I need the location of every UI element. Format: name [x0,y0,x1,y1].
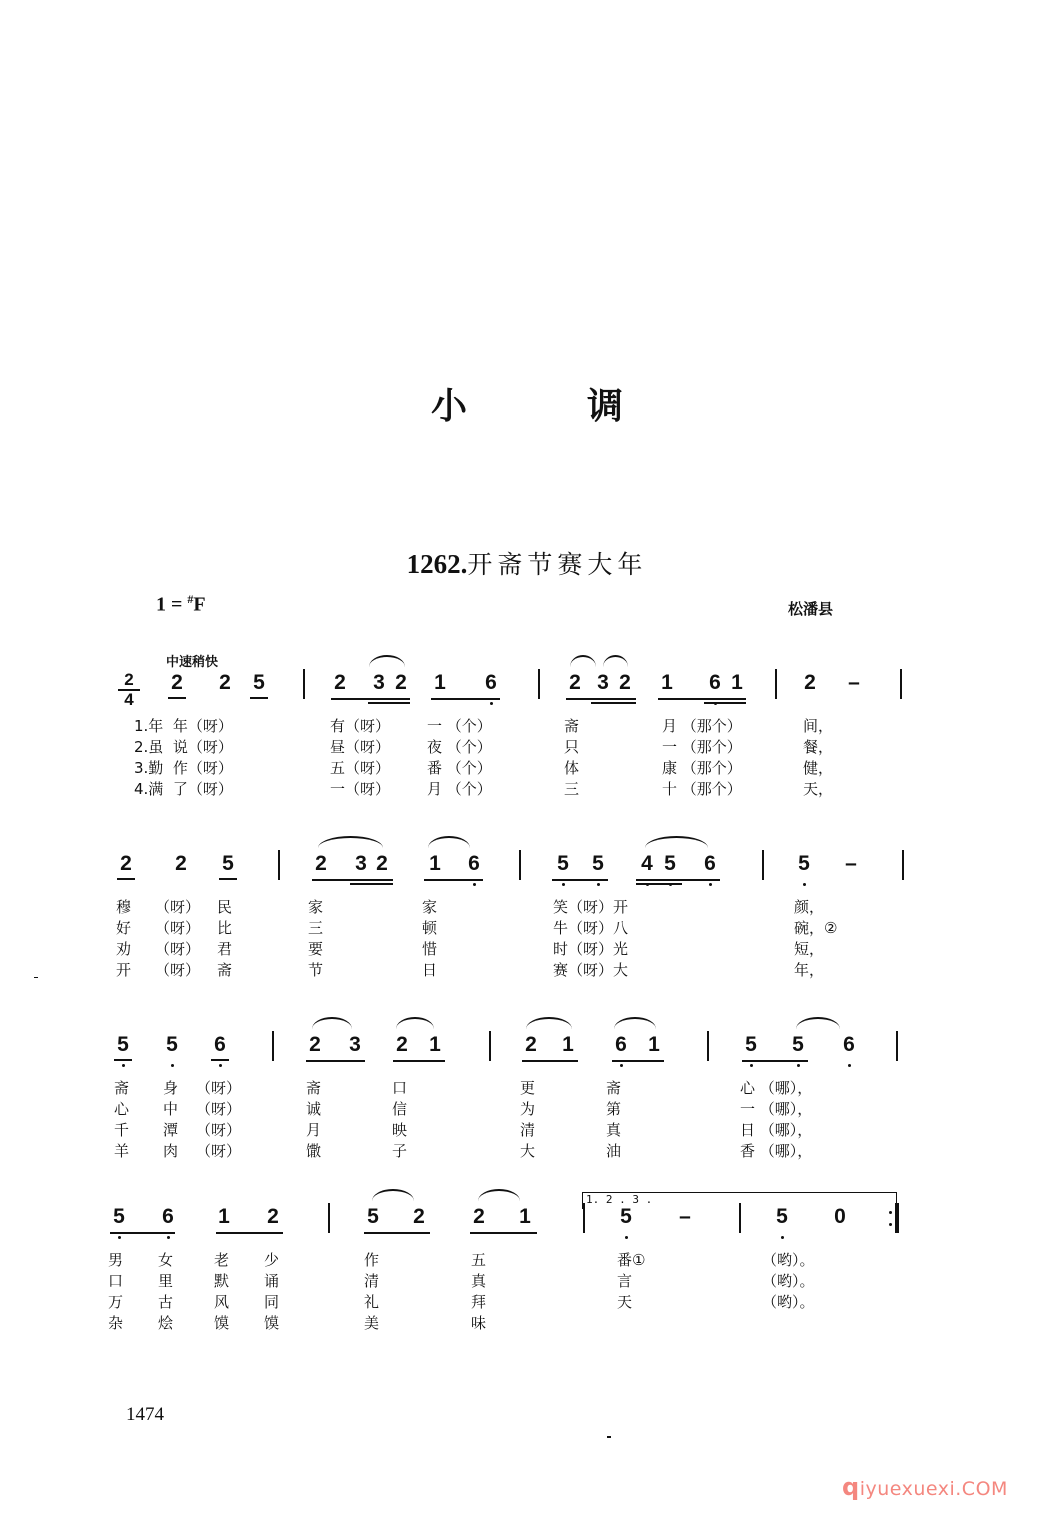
lyric-line: 油 [606,1142,622,1160]
underline-beam [331,698,410,700]
note: 2 [395,671,407,694]
lyric-column [163,1078,178,1162]
underline-beam [704,702,746,704]
note: 6 [162,1205,174,1228]
lyric-line: 三 [564,780,580,798]
lyric-line: 日 （哪）， [740,1121,813,1139]
note: 5 [792,1033,804,1056]
lyric-line: 餐， [803,738,834,756]
lyric-line: 杂 [108,1314,124,1332]
lyric-line: 短， [794,940,825,958]
lyric-line: 香 （哪）， [740,1142,813,1160]
underline-beam [216,1232,283,1234]
note: 3 [349,1033,361,1056]
slur-arc [796,1017,840,1029]
lyric-column [217,897,232,981]
barline [278,850,280,880]
lyric-line: 万 [108,1293,124,1311]
note: – [848,671,860,694]
note: – [845,852,857,875]
lyric-line: 千 [114,1121,130,1139]
octave-dot-below [562,883,565,886]
note: 5 [776,1205,788,1228]
lyric-line: 古 [158,1293,174,1311]
lyric-column [422,897,437,981]
note: 6 [211,1033,229,1057]
note: 5 [250,671,268,695]
lyric-line: 节 [308,961,324,979]
lyric-line: 诚 [306,1100,322,1118]
note: 2 [376,852,388,875]
barline [303,669,305,699]
lyric-column [392,1078,407,1162]
lyric-line: （呀） [196,1100,242,1118]
lyric-line: （哟）。 [762,1272,815,1290]
lyric-column [803,716,833,800]
slur-arc [614,1017,656,1029]
region-label: 松潘县 [788,600,834,618]
lyric-column [158,1250,173,1334]
underline-beam [522,1060,578,1062]
lyric-line: 拜 [471,1293,487,1311]
lyric-line: （呀） [196,1142,242,1160]
barline [538,669,540,699]
lyric-column [762,1250,815,1334]
lyric-column [330,716,390,800]
barline [328,1203,330,1233]
lyric-line: 口 [108,1272,124,1290]
lyric-line: 老 [214,1251,230,1269]
note: 4 [641,852,653,875]
barline [775,669,777,699]
octave-dot-below [118,1236,121,1239]
lyric-line: 一（呀） [330,780,391,798]
sharp-icon: # [187,592,194,606]
lyric-line: 体 [564,759,580,777]
repeat-dot [889,1223,892,1226]
time-signature [118,672,140,708]
lyric-column [306,1078,321,1162]
barline [762,850,764,880]
lyric-line [762,1313,815,1334]
lyric-column [427,716,492,800]
note: – [679,1205,691,1228]
note: 5 [219,852,237,876]
lyric-line: 牛（呀）八 [553,919,629,937]
lyric-line: （哟）。 [762,1251,815,1269]
slur-arc [396,1017,434,1029]
lyric-line: 清 [520,1121,536,1139]
lyric-line: 真 [471,1272,487,1290]
barline [896,1031,898,1061]
lyric-line: 美 [364,1314,380,1332]
lyric-line: 颜， [794,898,825,916]
lyric-line: 默 [214,1272,230,1290]
lyric-column [520,1078,535,1162]
lyric-line: 一 （个） [427,717,492,735]
octave-dot-below [490,702,493,705]
note: 6 [485,671,497,694]
slur-arc [428,836,470,848]
lyric-column [214,1250,229,1334]
lyric-line: 日 [422,961,438,979]
lyric-column [364,1250,379,1334]
lyric-line: 男 [108,1251,124,1269]
lyric-line: 时（呀）光 [553,940,629,958]
lyric-line: 碗，② [794,919,838,937]
lyric-line: 馍 [214,1314,230,1332]
note: 2 [396,1033,408,1056]
lyric-line: 五 [471,1251,487,1269]
time-sig-bottom: 4 [124,690,134,709]
underline-beam [566,698,636,700]
lyric-line: 映 [392,1121,408,1139]
note: 2 [619,671,631,694]
note: 1 [519,1205,531,1228]
note: 2 [267,1205,279,1228]
note: 2 [219,671,231,694]
lyric-line: 作 [364,1251,380,1269]
lyric-line: 斋 [564,717,580,735]
octave-dot-below [473,883,476,886]
underline-beam [424,879,483,881]
lyric-line: （呀） [155,940,201,958]
lyric-line: 赛（呀）大 [553,961,629,979]
lyric-column [740,1078,812,1162]
octave-dot-below [171,1064,174,1067]
note: 6 [615,1033,627,1056]
key-note: F [193,593,206,616]
note: 5 [557,852,569,875]
note: 2 [804,671,816,694]
lyric-line: 月 [306,1121,322,1139]
scan-speck [34,977,38,978]
lyric-line: 第 [606,1100,622,1118]
lyric-column [155,897,200,981]
lyric-line: （哟）。 [762,1293,815,1311]
lyric-line: 要 [308,940,324,958]
lyric-line: 比 [217,919,233,937]
note: 5 [798,852,810,875]
octave-dot-below [709,883,712,886]
lyric-line [617,1313,645,1334]
note: 6 [709,671,721,694]
lyric-line: 劝 [116,940,132,958]
lyric-line: 子 [392,1142,408,1160]
time-sig-top: 2 [124,670,134,689]
note: 6 [468,852,480,875]
note: 5 [592,852,604,875]
underline-beam [110,1232,175,1234]
lyric-line: 口 [392,1079,408,1097]
repeat-dot [889,1211,892,1214]
lyric-column [116,897,131,981]
octave-dot-below [848,1064,851,1067]
lyric-line: 君 [217,940,233,958]
note: 1 [648,1033,660,1056]
lyric-line: 馓 [306,1142,322,1160]
lyric-line: 礼 [364,1293,380,1311]
lyric-line: 3.勤 作（呀） [134,759,233,777]
key-signature [156,592,206,617]
tempo-marking: 中速稍快 [166,655,219,670]
key-prefix: 1 = [156,593,188,616]
underline-beam [306,1060,365,1062]
lyric-line: 健， [803,759,834,777]
lyric-line: （呀） [196,1121,242,1139]
lyric-line: 穆 [116,898,132,916]
lyric-line: 月 （那个） [662,717,742,735]
lyric-line: 信 [392,1100,408,1118]
note: 5 [664,852,676,875]
slur-arc [526,1017,572,1029]
lyric-column [617,1250,645,1334]
slur-arc [603,655,628,667]
underline-beam [431,698,500,700]
note: 2 [309,1033,321,1056]
note: 1 [562,1033,574,1056]
slur-arc [318,836,383,848]
lyric-line: 一 （那个） [662,738,742,756]
slur-arc [372,1189,414,1201]
lyric-line: 惜 [422,940,438,958]
lyric-line: 一 （哪）， [740,1100,813,1118]
octave-dot-below [620,1064,623,1067]
note: 2 [413,1205,425,1228]
note: 0 [834,1205,846,1228]
note: 3 [597,671,609,694]
lyric-line: 天 [617,1293,633,1311]
lyric-line: 笑（呀）开 [553,898,629,916]
watermark-text: iyuexuexi.COM [859,1478,1008,1500]
lyric-line: 4.满 了（呀） [134,780,233,798]
note: 5 [367,1205,379,1228]
lyric-line: （呀） [196,1079,242,1097]
slur-arc [312,1017,352,1029]
lyric-line: （呀） [155,919,201,937]
lyric-column [308,897,323,981]
barline [900,669,902,699]
octave-dot-below [219,1064,222,1067]
section-title-char-1: 小 [430,386,467,427]
lyric-line: 十 （那个） [662,780,742,798]
note: 5 [166,1033,178,1056]
octave-dot-below [597,883,600,886]
lyric-line: 身 [163,1079,179,1097]
note: 1 [434,671,446,694]
lyric-column [662,716,742,800]
lyric-line: 只 [564,738,580,756]
note: 1 [731,671,743,694]
lyric-line: 真 [606,1121,622,1139]
underline-beam [636,883,682,885]
lyric-line: 肉 [163,1142,179,1160]
lyric-line: 言 [617,1272,633,1290]
lyric-line: 年， [794,961,825,979]
note: 1 [429,1033,441,1056]
lyric-line: 家 [308,898,324,916]
octave-dot-below [797,1064,800,1067]
underline-beam [612,1060,664,1062]
lyric-line: 更 [520,1079,536,1097]
lyric-line: 清 [364,1272,380,1290]
octave-dot-below [167,1236,170,1239]
note: 6 [843,1033,855,1056]
underline-beam [591,702,636,704]
lyric-line: 中 [163,1100,179,1118]
note: 2 [569,671,581,694]
lyric-line: 月 （个） [427,780,492,798]
lyric-column [564,716,579,800]
lyric-line: 好 [116,919,132,937]
note: 5 [114,1033,132,1057]
octave-dot-below [803,883,806,886]
barline [272,1031,274,1061]
lyric-line: 心 （哪）， [740,1079,813,1097]
slur-arc [570,655,596,667]
lyric-line: 昼（呀） [330,738,391,756]
slur-arc [645,836,708,848]
lyric-line: 斋 [114,1079,130,1097]
octave-dot-below [781,1236,784,1239]
lyric-line: 有（呀） [330,717,391,735]
note: 2 [315,852,327,875]
song-name: 开斋节赛大年 [467,550,648,579]
lyric-line: 五（呀） [330,759,391,777]
lyric-line: 潭 [163,1121,179,1139]
underline-beam [364,1232,430,1234]
lyric-line: 1.年 年（呀） [134,717,233,735]
lyric-line: 大 [520,1142,536,1160]
lyric-line: 番 （个） [427,759,492,777]
lyric-line: 2.虽 说（呀） [134,738,233,756]
note: 1 [218,1205,230,1228]
note: 6 [704,852,716,875]
lyric-line: 女 [158,1251,174,1269]
lyric-line: 间， [803,717,834,735]
barline [519,850,521,880]
volta-bracket: 1. 2 . 3 . [582,1192,897,1209]
lyric-line: 味 [471,1314,487,1332]
lyric-line: 少 [264,1251,280,1269]
lyric-column [553,897,628,981]
note: 5 [113,1205,125,1228]
underline-beam [393,1060,445,1062]
lyric-line: 天， [803,780,834,798]
lyric-line: 夜 （个） [427,738,492,756]
section-title [0,378,1054,429]
song-number: 1262. [406,549,468,579]
note: 2 [168,671,186,695]
barline [707,1031,709,1061]
lyric-line: 同 [264,1293,280,1311]
lyric-column [606,1078,621,1162]
underline-beam [368,702,410,704]
note: 1 [661,671,673,694]
lyric-line: 顿 [422,919,438,937]
barline [489,1031,491,1061]
octave-dot-below [750,1064,753,1067]
octave-dot-below [122,1064,125,1067]
lyric-column [794,897,837,981]
lyric-line: 番① [617,1251,646,1269]
note: 1 [429,852,441,875]
lyric-line: 为 [520,1100,536,1118]
note: 2 [525,1033,537,1056]
lyric-line: 羊 [114,1142,130,1160]
lyric-column [108,1250,123,1334]
lyric-column [114,1078,129,1162]
lyric-line: 民 [217,898,233,916]
lyric-line: 斋 [606,1079,622,1097]
lyric-column [134,716,233,800]
page-number: 1474 [126,1404,164,1425]
lyric-line: 斋 [306,1079,322,1097]
underline-beam [658,698,746,700]
note: 5 [745,1033,757,1056]
underline-beam [552,879,608,881]
slur-arc [478,1189,520,1201]
lyric-column [196,1078,241,1162]
note: 2 [473,1205,485,1228]
lyric-line: 康 （那个） [662,759,742,777]
lyric-line: 里 [158,1272,174,1290]
lyric-line: 斋 [217,961,233,979]
watermark [842,1473,1008,1501]
lyric-line: 烩 [158,1314,174,1332]
lyric-line: （呀） [155,961,201,979]
note: 2 [175,852,187,875]
lyric-column [264,1250,279,1334]
underline-beam [350,883,393,885]
scan-speck [607,1436,611,1438]
underline-beam [742,1060,808,1062]
lyric-line: 开 [116,961,132,979]
song-title [0,545,1054,581]
lyric-column [471,1250,486,1334]
lyric-line: 风 [214,1293,230,1311]
lyric-line: （呀） [155,898,201,916]
note: 5 [620,1205,632,1228]
section-title-char-2: 调 [587,386,624,427]
underline-beam [312,879,393,881]
underline-beam [470,1232,537,1234]
slur-arc [369,655,405,667]
underline-beam [636,879,720,881]
octave-dot-below [625,1236,628,1239]
lyric-line: 诵 [264,1272,280,1290]
lyric-line: 家 [422,898,438,916]
lyric-line: 三 [308,919,324,937]
watermark-logo: q [842,1473,860,1501]
note: 2 [334,671,346,694]
lyric-line: 馍 [264,1314,280,1332]
note: 3 [373,671,385,694]
lyric-line: 心 [114,1100,130,1118]
barline [902,850,904,880]
note: 3 [355,852,367,875]
note: 2 [117,852,135,876]
